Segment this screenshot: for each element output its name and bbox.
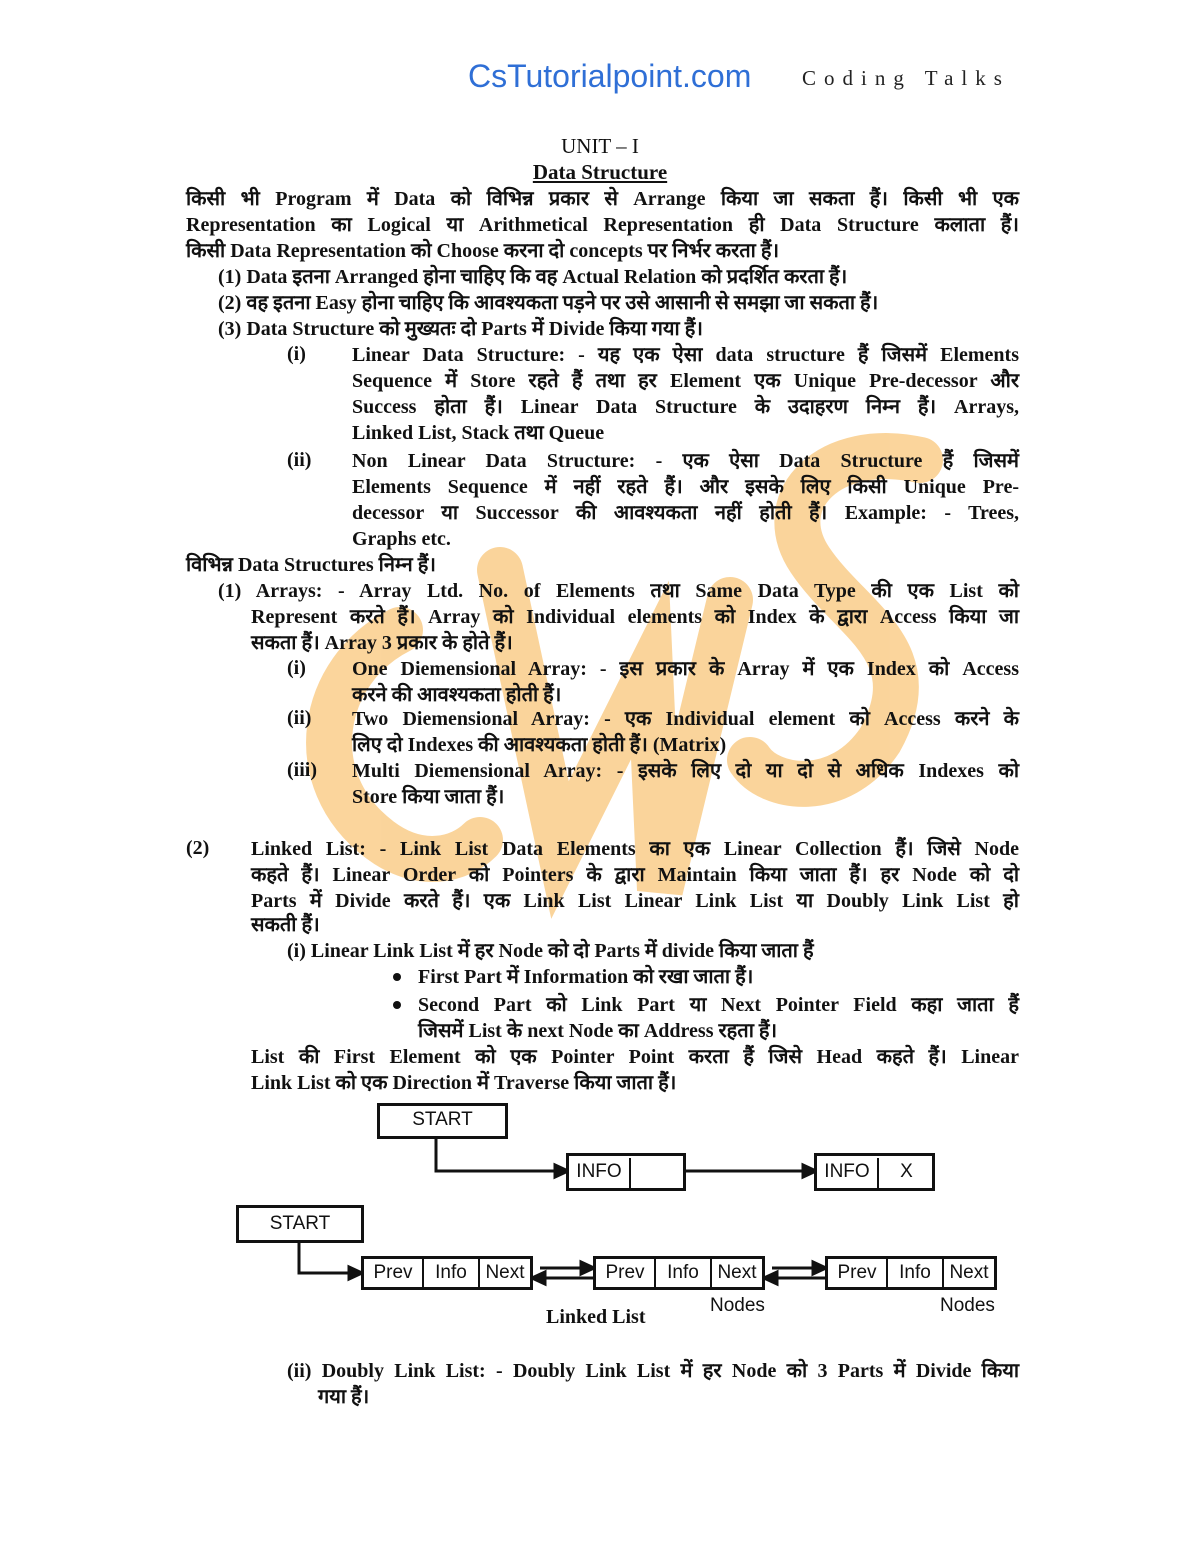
linear-line: Linked List, Stack तथा Queue [352,422,605,444]
nonlinear-line: Graphs etc. [352,528,451,550]
start-box [377,1103,508,1139]
nonlinear-line: Non Linear Data Structure: - एक ऐसा Data Structure हैं जिसमें [352,450,1019,472]
array-type-line: One Diemensional Array: - इस प्रकार के Array में एक Index को Access [352,658,1019,680]
node-info-cell: INFO [569,1158,631,1188]
linked-line: Parts में Divide करते हैं। एक Link List Linear Link List या Doubly Link List हो [251,890,1019,912]
node-null-cell: X [900,1161,913,1182]
info-cell: Info [656,1259,712,1287]
array-type-line: लिए दो Indexes की आवश्यकता होती हैं। (Matrix) [352,734,727,756]
linear-line: Linear Data Structure: - यह एक ऐसा data structure हैं जिसमें Elements [352,344,1019,366]
linear-line: Sequence में Store रहते हैं तथा हर Element एक Unique Pre-decessor और [352,370,1019,392]
site-name: CsTutorialpoint.com [468,58,752,94]
nodes-label: Nodes [940,1295,995,1316]
prev-cell: Prev [364,1259,424,1287]
dnode-box [825,1256,997,1290]
unit-heading: UNIT – I [561,134,639,158]
point-item: (1) Data इतना Arranged होना चाहिए कि वह Actual Relation को प्रदर्शित करता हैं। [218,266,848,288]
info-cell: Info [424,1259,480,1287]
info-cell: Info [888,1259,944,1287]
list-marker: (i) [287,657,306,679]
list-marker: (ii) [287,707,312,729]
list-marker: (2) [186,837,210,859]
list-marker: (ii) [287,449,312,471]
intro-line: किसी Data Representation को Choose करना दो concepts पर निर्भर करता हैं। [186,240,780,262]
nodes-label: Nodes [710,1295,765,1316]
dnode-box [593,1256,765,1290]
list-marker: (iii) [287,759,317,781]
linked-line: सकती हैं। [251,914,320,936]
array-type-line: Two Diemensional Array: - एक Individual element को Access करने के [352,708,1019,730]
linked-after-line: List की First Element को एक Pointer Point करता हैं जिसे Head कहते हैं। Linear [251,1046,1019,1068]
start-box [236,1205,364,1243]
bullet-text: First Part में Information को रखा जाता हैं। [418,966,754,988]
arrays-line: Represent करते हैं। Array को Individual elements को Index के द्वारा Access किया जा [251,606,1019,628]
point-item: (2) वह इतना Easy होना चाहिए कि आवश्यकता पड़ने पर उसे आसानी से समझा जा सकता हैं। [218,292,879,314]
start-label: START [412,1109,473,1130]
nonlinear-line: decessor या Successor की आवश्यकता नहीं होती हैं। Example: - Trees, [352,502,1019,524]
intro-line: Representation का Logical या Arithmetical Representation ही Data Structure कलाता हैं। [186,214,1019,236]
start-label: START [269,1213,331,1234]
page-title: Data Structure [532,160,668,184]
prev-cell: Prev [828,1259,888,1287]
node-box [814,1153,935,1191]
site-tagline: Coding Talks [802,66,1010,90]
node-info-cell: INFO [817,1158,879,1188]
bullet-text: Second Part को Link Part या Next Pointer Field कहा जाता हैं [418,994,1019,1016]
array-type-line: Store किया जाता हैं। [352,786,505,808]
bullet-text: जिसमें List के next Node का Address रहता हैं। [418,1020,778,1042]
section-heading: विभिन्न Data Structures निम्न हैं। [186,554,436,576]
dnode-box [361,1256,533,1290]
list-marker: (i) [287,343,306,365]
arrays-line: सकता हैं। Array 3 प्रकार के होते हैं। [251,632,513,654]
prev-cell: Prev [596,1259,656,1287]
linear-line: Success होता हैं। Linear Data Structure के उदाहरण निम्न हैं। Arrays, [352,396,1019,418]
point-item: (3) Data Structure को मुख्यतः दो Parts में Divide किया गया हैं। [218,318,703,340]
array-type-line: करने की आवश्यकता होती हैं। [352,684,562,706]
next-cell: Next [717,1262,757,1283]
intro-line: किसी भी Program में Data को विभिन्न प्रकार से Arrange किया जा सकता हैं। किसी भी एक [186,188,1019,210]
next-cell: Next [949,1262,989,1283]
arrays-line: (1) Arrays: - Array Ltd. No. of Elements तथा Same Data Type की एक List को [218,580,1019,602]
doubly-line: (ii) Doubly Link List: - Doubly Link List में हर Node को 3 Parts में Divide किया [287,1360,1019,1382]
linked-line: Linked List: - Link List Data Elements का एक Linear Collection हैं। जिसे Node [251,838,1019,860]
nonlinear-line: Elements Sequence में नहीं रहते हैं। और इसके लिए किसी Unique Pre- [352,476,1019,498]
next-cell: Next [485,1262,525,1283]
linked-line: कहते हैं। Linear Order को Pointers के द्वारा Maintain किया जाता हैं। हर Node को दो [251,864,1019,886]
doubly-line: गया हैं। [318,1386,370,1408]
diagram-caption: Linked List [546,1306,646,1328]
linked-after-line: Link List को एक Direction में Traverse किया जाता हैं। [251,1072,677,1094]
node-box [566,1153,686,1191]
linear-link-heading: (i) Linear Link List में हर Node को दो Parts में divide किया जाता हैं [287,940,814,962]
array-type-line: Multi Diemensional Array: - इसके लिए दो या दो से अधिक Indexes को [352,760,1019,782]
